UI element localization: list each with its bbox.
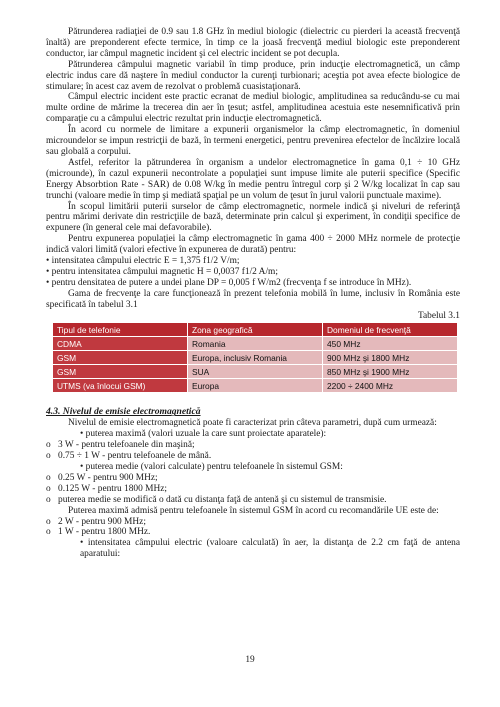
bullet-item: • puterea maximă (valori uzuale la care sunt proiectate aparatele): xyxy=(80,429,327,440)
table-cell: GSM xyxy=(53,365,188,379)
table-cell: Europa, inclusiv Romania xyxy=(188,351,323,365)
list-marker: o xyxy=(46,483,51,494)
table-header-cell: Tipul de telefonie xyxy=(53,323,188,337)
list-item-text: 2 W - pentru 900 MHz; xyxy=(58,516,146,527)
paragraph: În scopul limitării puterii surselor de câmp electromagnetic, normele indică şi niveluri de referinţă pentru mărimi derivate din restricţiile de bază, determinate prin calcul şi experiment, în condiţii specifice de expunere (în general cele mai defavorabile). xyxy=(46,201,460,234)
table-header-cell: Zona geografică xyxy=(188,323,323,337)
table-row xyxy=(53,379,458,393)
table-cell: SUA xyxy=(188,365,323,379)
bullet-item: • pentru densitatea de putere a undei plane DP = 0,005 f W/m2 (frecvenţa f se introduce în MHz). xyxy=(46,277,412,288)
bullet-item: • pentru intensitatea câmpului magnetic H = 0,0037 f1/2 A/m; xyxy=(46,266,278,277)
list-marker: o xyxy=(46,527,51,538)
table-cell: CDMA xyxy=(53,337,188,351)
document-body xyxy=(46,27,460,560)
list-item xyxy=(46,527,460,538)
list-marker: o xyxy=(46,516,51,527)
table-cell: Romania xyxy=(188,337,323,351)
list-item xyxy=(46,484,460,495)
table-cell: 900 MHz şi 1800 MHz xyxy=(323,351,458,365)
table-header-row xyxy=(53,323,458,337)
list-item-text: puterea medie se modifică o dată cu distanţa faţă de antenă şi cu sistemul de transmisie. xyxy=(58,494,387,505)
page-number: 19 xyxy=(245,655,255,665)
list-item xyxy=(46,473,460,484)
list-item-text: 1 W - pentru 1800 MHz. xyxy=(58,527,151,538)
paragraph: Pătrunderea radiaţiei de 0.9 sau 1.8 GHz în mediul biologic (dielectric cu pierderi la această frecvenţă înaltă) are preponderent efecte termice, în timp ce la joasă frecvenţă mediul biologic este preponderent conductor, iar câmpul magnetic incident şi cel electric incident se pot decupla. xyxy=(46,27,460,59)
paragraph: Gama de frecvenţe la care funcţionează în prezent telefonia mobilă în lume, inclusiv în România este specificată în tabelul 3.1 xyxy=(46,288,460,310)
table-header-cell: Domeniul de frecvenţă xyxy=(323,323,458,337)
bullet-item: • intensitatea câmpului electric (valoare calculată) în aer, la distanţa de 2.2 cm faţă de antena aparatului: xyxy=(80,538,460,560)
list-marker: o xyxy=(46,451,51,462)
list-item xyxy=(46,440,460,451)
paragraph: Pentru expunerea populaţiei la câmp electromagnetic în gama 400 ÷ 2000 MHz normele de protecţie indică valori limită (valori efective în expunerea de durată) pentru: xyxy=(46,234,460,256)
list-item xyxy=(46,495,460,506)
bullet-item: • puterea medie (valori calculate) pentru telefoanele în sistemul GSM: xyxy=(80,462,343,472)
table-row xyxy=(53,365,458,379)
paragraph: Puterea maximă admisă pentru telefoanele în sistemul GSM în acord cu recomandările UE este de: xyxy=(68,505,439,516)
table-cell: Europa xyxy=(188,379,323,393)
bullet-item: • intensitatea câmpului electric E = 1,375 f1/2 V/m; xyxy=(46,256,240,267)
list-item xyxy=(46,451,460,462)
list-item xyxy=(46,517,460,528)
list-marker: o xyxy=(46,494,51,505)
paragraph: Nivelul de emisie electromagnetică poate fi caracterizat prin câteva parametri, după cum urmează: xyxy=(68,418,437,429)
table-cell: GSM xyxy=(53,351,188,365)
table-cell: 2200 ÷ 2400 MHz xyxy=(323,379,458,393)
table-row xyxy=(53,337,458,351)
list-item-text: 3 W - pentru telefoanele din maşină; xyxy=(58,440,195,451)
table-cell: 850 MHz şi 1900 MHz xyxy=(323,365,458,379)
paragraph: Astfel, referitor la pătrunderea în organism a undelor electromagnetice în gama 0,1 ÷ 10 GHz (microunde), în cazul expunerii necontrolate a populaţiei sunt impuse limite ale puterii specifice (Specific Energy Absorbtion Rate - SAR) de 0.08 W/kg în medie pentru întregul corp şi 2 W/kg localizat în cap sau trunchi (valoare medie în timp şi mediată spaţial pe un volum de ţesut în jurul valorii punctuale maxime). xyxy=(46,157,460,201)
frequency-table xyxy=(52,322,458,393)
table-row xyxy=(53,351,458,365)
list-marker: o xyxy=(46,472,51,483)
list-item-text: 0.125 W - pentru 1800 MHz; xyxy=(58,483,168,494)
list-item-text: 0.75 ÷ 1 W - pentru telefoanele de mână. xyxy=(58,451,212,462)
paragraph: Pătrunderea câmpului magnetic variabil în timp produce, prin inducţie electromagnetică, un câmp electric indus care dă naştere în mediul conductor la curenţi turbionari; aceştia pot avea efecte biologice de stimulare; în acest caz avem de rezolvat o problemă cuasistaţionară. xyxy=(46,59,460,92)
list-marker: o xyxy=(46,440,51,451)
table-caption: Tabelul 3.1 xyxy=(417,310,460,321)
table-cell: 450 MHz xyxy=(323,337,458,351)
paragraph: În acord cu normele de limitare a expunerii organismelor la câmp electromagnetic, în domeniul microundelor se impun restricţii de bază, în termeni energetici, pentru prevenirea efectelor de încălzire locală sau globală a corpului. xyxy=(46,125,460,157)
table-cell: UTMS (va înlocui GSM) xyxy=(53,379,188,393)
section-heading: 4.3. Nivelul de emisie electromagnetică xyxy=(46,406,201,418)
list-item-text: 0.25 W - pentru 900 MHz; xyxy=(58,472,158,483)
paragraph: Câmpul electric incident este practic ecranat de mediul biologic, amplitudinea sa reducându-se cu mai multe ordine de mărime la trecerea din aer în ţesut; astfel, amplitudinea acestuia este nesemnificativă prin comparaţie cu a câmpului electric rezultat prin inducţie electromagnetică. xyxy=(46,92,460,125)
